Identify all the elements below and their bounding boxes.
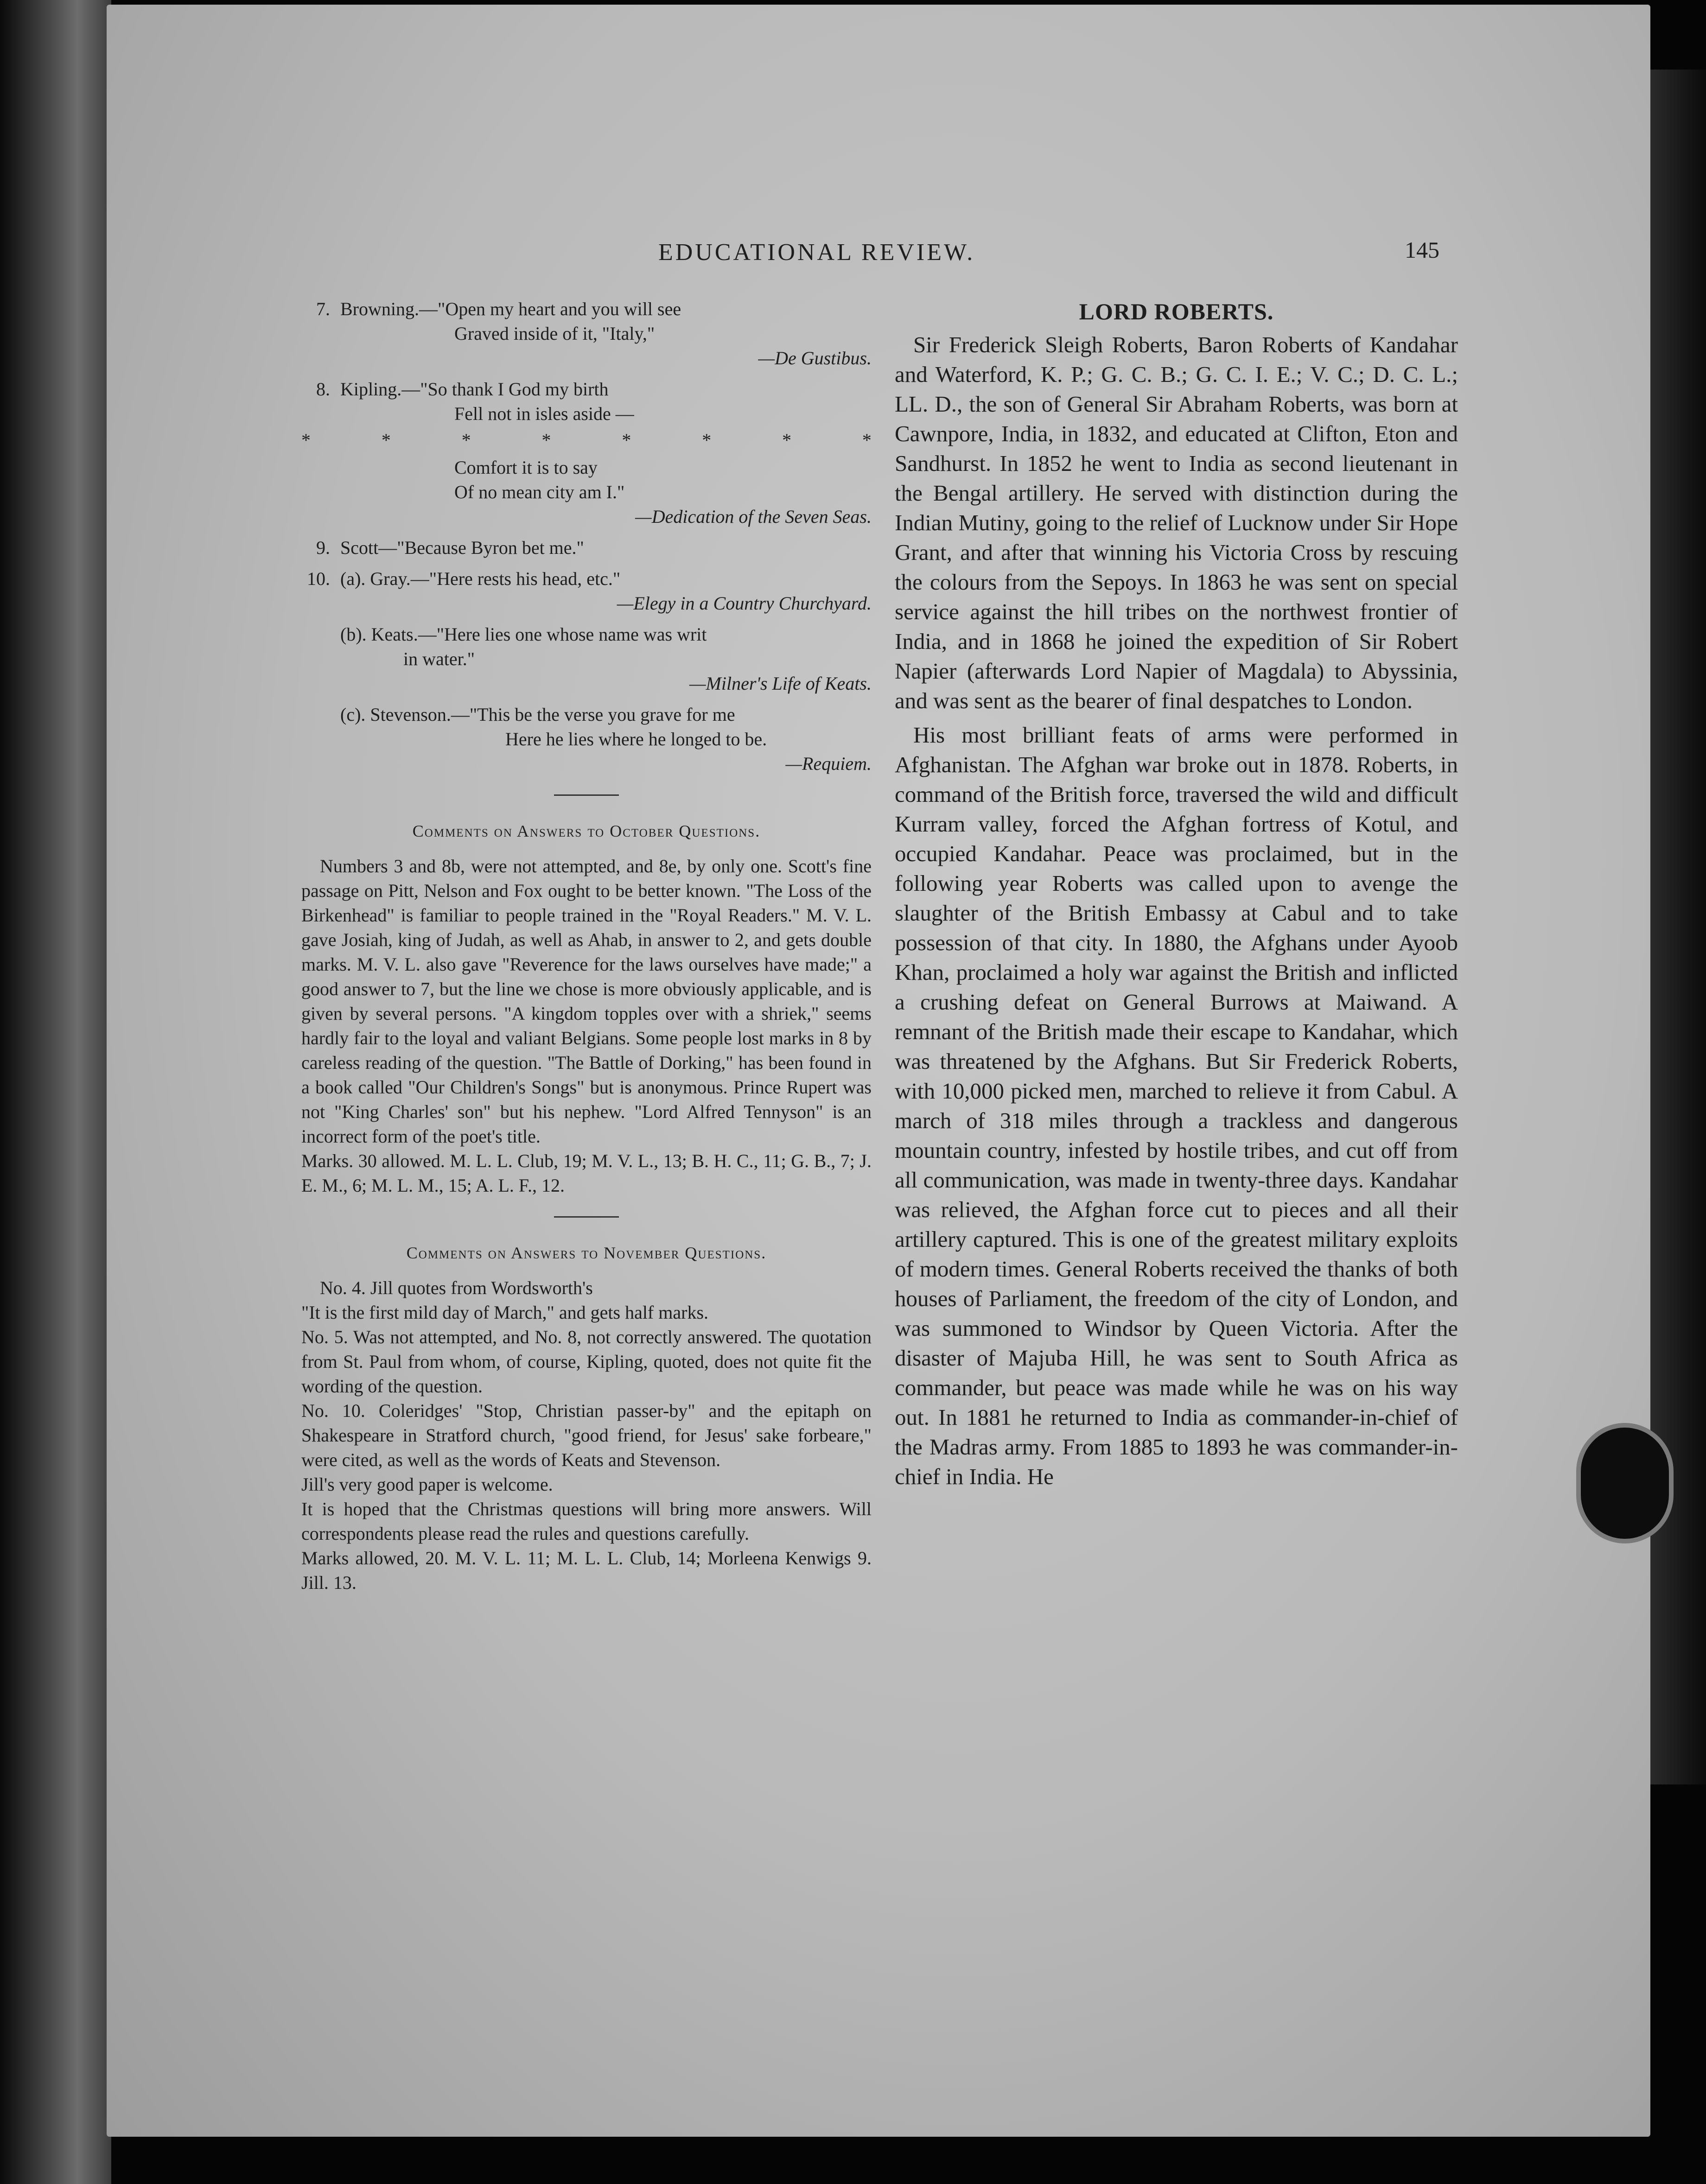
section-divider [554,1216,619,1218]
quote-source: —Dedication of the Seven Seas. [635,506,872,527]
november-marks-paragraph: Marks allowed, 20. M. V. L. 11; M. L. L. Club, 14; Morleena Kenwigs 9. Jill. 13. [301,1548,872,1593]
quote-source: —De Gustibus. [758,348,872,368]
november-comments-paragraph: No. 5. Was not attempted, and No. 8, not correctly answered. The quotation from St. Paul from whom, of course, Kipling, quoted, does not quite fit the wording of the question. [301,1327,872,1397]
quote-line: Graved inside of it, "Italy," [454,323,655,344]
november-comments-paragraph: Jill's very good paper is welcome. [301,1474,553,1495]
quote-source: —Elegy in a Country Churchyard. [617,593,872,614]
item-number: 7. [316,298,330,319]
october-comments-heading: Comments on Answers to October Questions. [412,822,761,840]
november-comments-paragraph: No. 10. Coleridges' "Stop, Christian passer-by" and the epitaph on Shakespeare in Stratford church, "good friend, for Jesus' sake forbeare," were cited, as well as the words of Keats and Stevenson. [301,1400,872,1470]
quotation-7 [301,297,872,370]
quote-line: (c). Stevenson.—"This be the verse you grave for me [340,704,735,725]
november-comments-paragraph: It is hoped that the Christmas questions will bring more answers. Will correspondents please read the rules and questions carefully. [301,1498,872,1544]
quote-line: Browning.—"Open my heart and you will see [340,298,681,319]
binder-clip [1576,1423,1674,1543]
running-head: EDUCATIONAL REVIEW. [658,239,975,266]
quote-line: (b). Keats.—"Here lies one whose name was writ [340,624,707,645]
quote-line: Here he lies where he longed to be. [505,729,767,749]
october-comments-paragraph: Numbers 3 and 8b, were not attempted, and 8e, by only one. Scott's fine passage on Pitt, Nelson and Fox ought to be better known. "The Loss of the Birkenhead" is familiar to people trained in the "Royal Readers." M. V. L. gave Josiah, king of Judah, as well as Ahab, in answer to 2, and gets double marks. M. V. L. also gave "Reverence for the laws ourselves have made;" a good answer to 7, but the line we chose is more obviously applicable, and is given by several persons. "A kingdom topples over with a shriek," seems hardly fair to the loyal and valiant Belgians. Some people lost marks in 8 by careless reading of the question. "The Battle of Dorking," has been found in a book called "Our Children's Songs" but is anonymous. Prince Rupert was not "King Charles' son" but his nephew. "Lord Alfred Tennyson" is an incorrect form of the poet's title. [301,856,872,1147]
quote-line: Of no mean city am I." [454,482,625,502]
ellipsis-stars: * * * * * * * * [301,430,872,451]
quote-line: Scott—"Because Byron bet me." [340,537,584,558]
section-divider [554,794,619,796]
article-paragraph: His most brilliant feats of arms were performed in Afghanistan. The Afghan war broke out in 1878. Roberts, in command of the British force, traversed the wild and difficult Kurram valley, forced the Afghan fortress of Kotul, and occupied Kandahar. Peace was proclaimed, but in the following year Roberts was called upon to avenge the slaughter of the British Embassy at Cabul and to take possession of that city. In 1880, the Afghans under Ayoob Khan, proclaimed a holy war against the British and inflicted a crushing defeat on General Burrows at Maiwand. A remnant of the British made their escape to Kandahar, which was threatened by the Afghans. But Sir Frederick Roberts, with 10,000 picked men, marched to relieve it from Cabul. A march of 318 miles through a trackless and dangerous mountain country, infested by hostile tribes, and cut off from all communication, was made in twenty-three days. Kandahar was relieved, the Afghan force cut to pieces and all their artillery captured. This is one of the greatest military exploits of modern times. General Roberts received the thanks of both houses of Parliament, the freedom of the city of London, and was summoned to Windsor by Queen Victoria. After the disaster of Majuba Hill, he was sent to South Africa as commander, but peace was made while he was on his way out. In 1881 he returned to India as commander-in-chief of the Madras army. From 1885 to 1893 he was commander-in-chief in India. He [895,722,1458,1489]
item-number: 9. [316,537,330,558]
november-comments-paragraph: "It is the first mild day of March," and gets half marks. [301,1302,709,1323]
quote-line: Comfort it is to say [454,457,598,478]
left-page-edge [0,0,111,2184]
quote-line: (a). Gray.—"Here rests his head, etc." [340,568,621,589]
left-column [301,297,872,1595]
item-number: 8. [316,379,330,400]
november-comments-heading: Comments on Answers to November Questions. [406,1244,767,1262]
page-number: 145 [1405,237,1439,263]
quote-source: —Requiem. [785,753,872,774]
quote-source: —Milner's Life of Keats. [689,673,872,694]
quotation-9 [301,535,872,560]
article-paragraph: Sir Frederick Sleigh Roberts, Baron Roberts of Kandahar and Waterford, K. P.; G. C. B.; G. C. I. E.; V. C.; D. C. L.; LL. D., the son of General Sir Abraham Roberts, was born at Cawnpore, India, in 1832, and educated at Clifton, Eton and Sandhurst. In 1852 he went to India as second lieutenant in the Bengal artillery. He served with distinction during the Indian Mutiny, going to the relief of Lucknow under Sir Hope Grant, and after that winning his Victoria Cross by rescuing the colours from the Sepoys. In 1863 he was sent on special service against the hill tribes on the northwest frontier of India, and in 1868 he joined the expedition of Sir Robert Napier (afterwards Lord Napier of Magdala) to Abyssinia, and was sent as the bearer of final despatches to London. [895,332,1458,713]
right-column [895,297,1458,1492]
article-title: LORD ROBERTS. [1079,298,1274,324]
quotation-10 [301,566,872,776]
quote-line: Kipling.—"So thank I God my birth [340,379,609,400]
october-marks-paragraph: Marks. 30 allowed. M. L. L. Club, 19; M. V. L., 13; B. H. C., 11; G. B., 7; J. E. M., 6; M. L. M., 15; A. L. F., 12. [301,1150,872,1196]
quote-line: in water." [403,648,475,669]
quotation-8 [301,377,872,529]
quote-line: Fell not in isles aside — [454,403,634,424]
november-comments-paragraph: No. 4. Jill quotes from Wordsworth's [320,1277,593,1298]
item-number: 10. [307,568,330,589]
